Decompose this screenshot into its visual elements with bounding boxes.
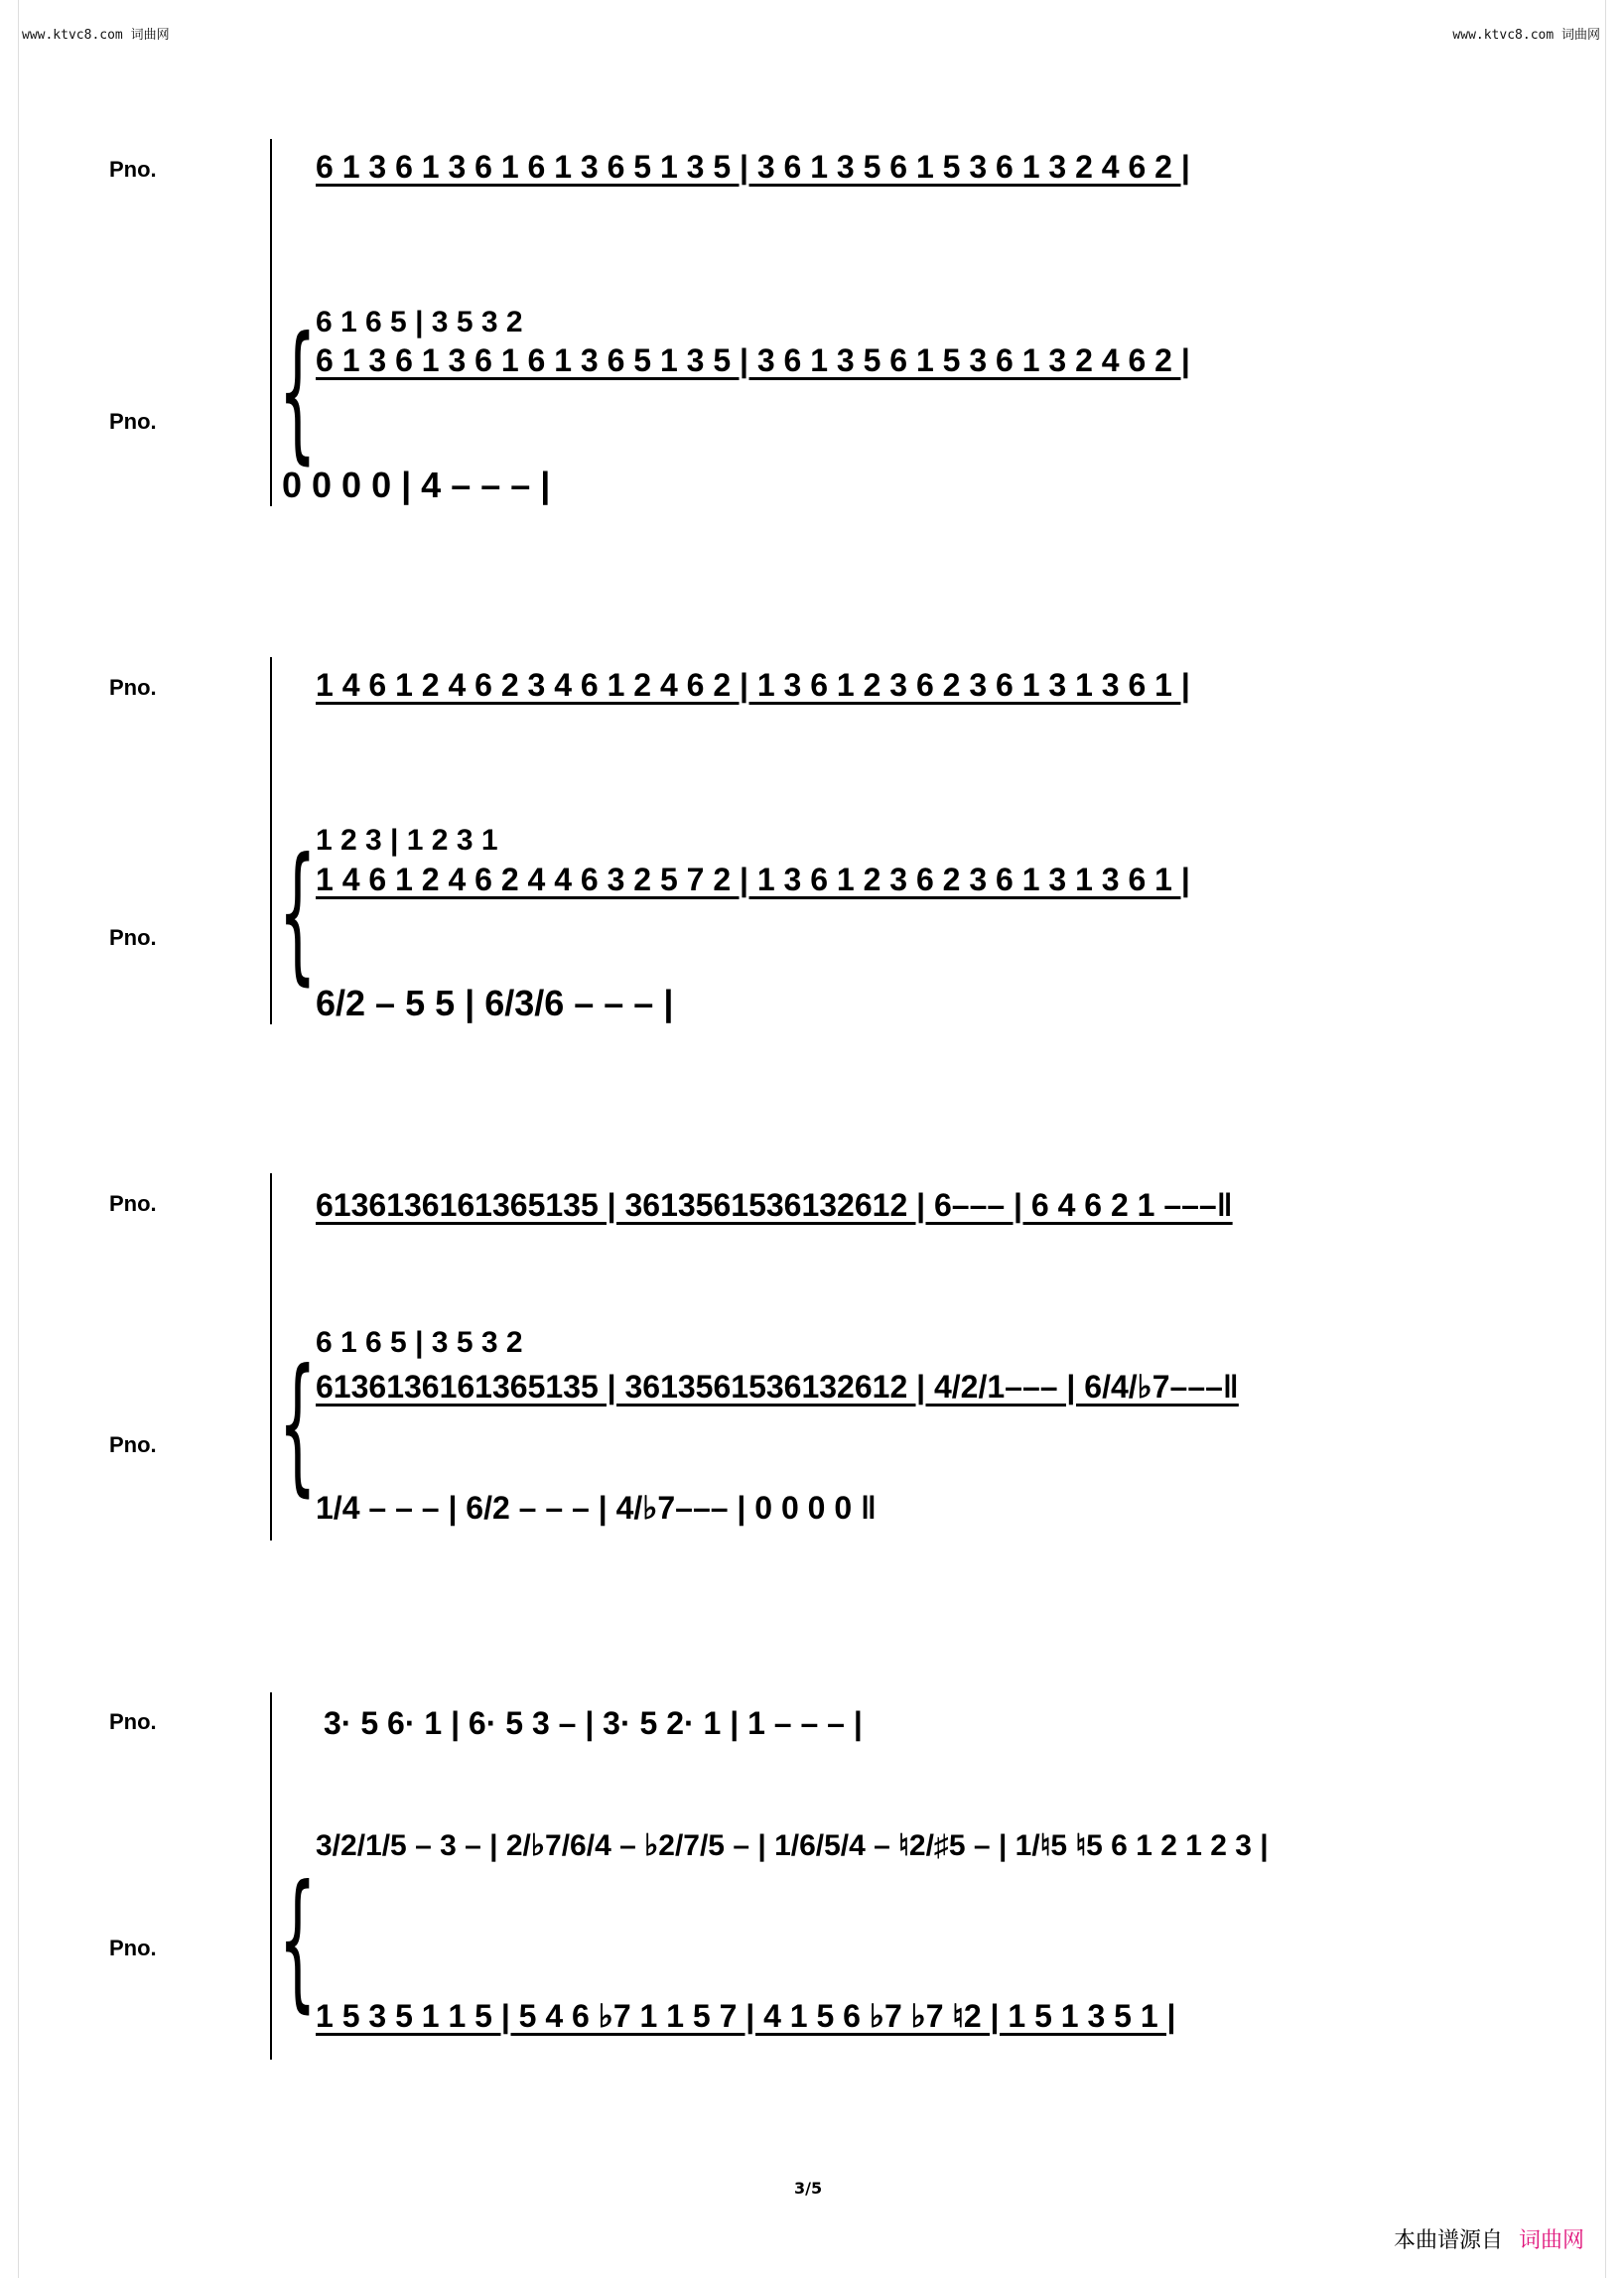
instrument-label: Pno. bbox=[109, 409, 157, 434]
footer-attribution bbox=[1394, 2223, 1584, 2254]
footer-brand-link[interactable]: 词曲网 bbox=[1518, 2228, 1584, 2253]
lh-staff-1: 6 1 3 6 1 3 6 1 6 1 3 6 5 1 3 5 | 3 6 1 3 5 6 1 5 3 6 1 3 2 4 6 2 | bbox=[316, 342, 1190, 378]
rh-staff: 6136136161365135 | 3613561536132612 | 6––– | 6 4 6 2 1 –––‖ bbox=[316, 1187, 1233, 1223]
instrument-label: Pno. bbox=[109, 1709, 157, 1734]
right-watermark-strip bbox=[1605, 0, 1624, 2278]
rh-staff: 1 4 6 1 2 4 6 2 3 4 6 1 2 4 6 2 | 1 3 6 1 2 3 6 2 3 6 1 3 1 3 6 1 | bbox=[316, 667, 1190, 703]
lh-staff-2: 1 5 3 5 1 1 5 | 5 4 6 ♭7 1 1 5 7 | 4 1 5 6 ♭7 ♭7 ♮2 | 1 5 1 3 5 1 | bbox=[316, 1998, 1176, 2034]
lh-chord-tops: 6 1 6 5 | 3 5 3 2 bbox=[316, 1326, 523, 1359]
system-bracket bbox=[270, 1173, 272, 1541]
grand-staff-brace: { bbox=[278, 827, 317, 1000]
system-bracket bbox=[270, 139, 272, 506]
instrument-label: Pno. bbox=[109, 157, 157, 182]
lh-chord-tops: 1 2 3 | 1 2 3 1 bbox=[316, 824, 498, 857]
lh-chord-tops: 6 1 6 5 | 3 5 3 2 bbox=[316, 306, 523, 338]
lh-staff-2: 0 0 0 0 | 4 – – – | bbox=[282, 465, 551, 505]
lh-staff-1: 3/2/1/5 – 3 – | 2/♭7/6/4 – ♭2/7/5 – | 1/6/5/4 – ♮2/♯5 – | 1/♮5 ♮5 6 1 2 1 2 3 | bbox=[316, 1829, 1269, 1862]
instrument-label: Pno. bbox=[109, 675, 157, 700]
system-bracket bbox=[270, 1692, 272, 2060]
instrument-label: Pno. bbox=[109, 1191, 157, 1216]
lh-staff-2: 1/4 – – – | 6/2 – – – | 4/♭7––– | 0 0 0 0 ‖ bbox=[316, 1490, 877, 1526]
page-number: 3/5 bbox=[794, 2179, 823, 2198]
instrument-label: Pno. bbox=[109, 1432, 157, 1457]
instrument-label: Pno. bbox=[109, 925, 157, 950]
system-bracket bbox=[270, 657, 272, 1024]
footer-text: 本曲谱源自 bbox=[1393, 2228, 1503, 2253]
instrument-label: Pno. bbox=[109, 1936, 157, 1960]
grand-staff-brace: { bbox=[278, 1338, 317, 1511]
left-watermark-strip bbox=[0, 0, 19, 2278]
header-right: www.ktvc8.com 词曲网 bbox=[1452, 28, 1600, 43]
lh-staff-1: 1 4 6 1 2 4 6 2 4 4 6 3 2 5 7 2 | 1 3 6 1 2 3 6 2 3 6 1 3 1 3 6 1 | bbox=[316, 862, 1190, 897]
grand-staff-brace: { bbox=[278, 306, 317, 478]
rh-staff: 3· 5 6· 1 | 6· 5 3 – | 3· 5 2· 1 | 1 – – – | bbox=[324, 1705, 863, 1741]
rh-staff: 6 1 3 6 1 3 6 1 6 1 3 6 5 1 3 5 | 3 6 1 3 5 6 1 5 3 6 1 3 2 4 6 2 | bbox=[316, 149, 1190, 185]
header-left: www.ktvc8.com 词曲网 bbox=[22, 28, 170, 43]
grand-staff-brace: { bbox=[278, 1854, 317, 2027]
lh-staff-1: 6136136161365135 | 3613561536132612 | 4/2/1––– | 6/4/♭7–––‖ bbox=[316, 1369, 1239, 1405]
lh-staff-2: 6/2 – 5 5 | 6/3/6 – – – | bbox=[316, 983, 674, 1023]
